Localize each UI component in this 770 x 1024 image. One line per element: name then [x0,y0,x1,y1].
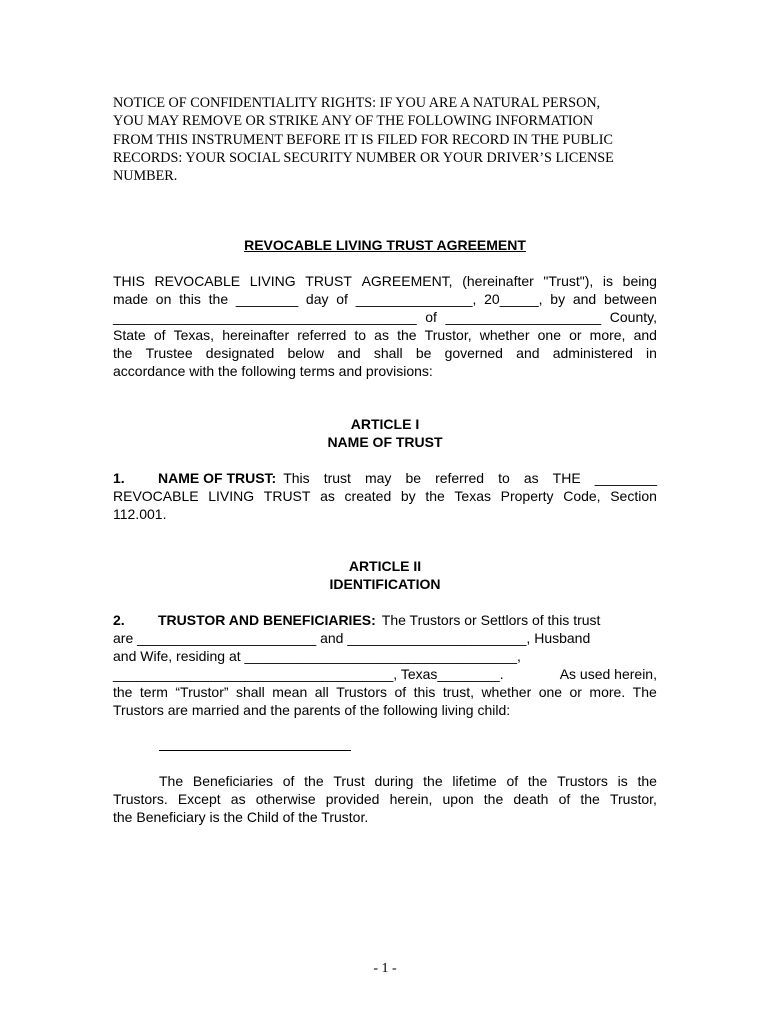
word: as [374,327,389,343]
section-2-line [113,701,657,719]
word: of [336,291,348,307]
word: of [558,791,571,807]
word: and [633,327,657,343]
beneficiaries-line [113,808,657,826]
word: The [632,684,657,700]
word: LIVING [208,488,255,504]
word: herein, [389,791,433,807]
word: the [637,773,657,789]
word: more, [589,327,626,343]
word: AGREEMENT, [361,273,453,289]
word: day [305,291,329,307]
word: Trustors [336,684,388,700]
section-2-line [113,683,657,701]
word: _______________________________________ [113,309,417,325]
section-1-number: 1. [113,470,125,486]
section-2-line [113,665,657,683]
document-title: REVOCABLE LIVING TRUST AGREEMENT [244,237,526,253]
word: one [537,327,561,343]
word: REVOCABLE [154,273,241,289]
word: trust, [442,684,474,700]
word: during [374,773,414,789]
intro-line [113,344,657,362]
word: State [113,327,146,343]
word: is [617,773,628,789]
word: (hereinafter [462,273,534,289]
word: as [523,470,539,486]
word: be [405,470,422,486]
intro-paragraph [113,272,657,380]
word: Trust [333,773,365,789]
word: death [513,791,549,807]
word: referred [435,470,485,486]
word: to [354,327,367,343]
section-1-line [113,469,657,487]
word: _______________, [355,291,477,307]
word: Except [177,791,221,807]
article-1-subheading: NAME OF TRUST [327,434,443,450]
section-2-line-text: are _______________________ and _______________________, Husband [113,630,591,646]
article-2-subheading: IDENTIFICATION [329,576,441,592]
section-1-label: NAME OF TRUST: [158,470,277,486]
section-2-line-text: and Wife, residing at ___________________________________, [113,648,521,664]
word: ____________________ [445,309,602,325]
article-1-heading: ARTICLE I [350,416,420,432]
page-number: - 1 - [373,961,397,976]
word: County, [609,309,657,325]
word: Texas, [173,327,215,343]
notice-line: YOU MAY REMOVE OR STRIKE ANY OF THE FOLLOWING INFORMATION [113,113,594,130]
section-2-line [113,629,657,647]
word: being [622,273,657,289]
word: the [483,791,504,807]
word: of [394,684,407,700]
intro-line [113,308,657,326]
word: ________ [594,470,657,486]
intro-line [113,362,657,380]
word: is [602,273,614,289]
word: the [425,488,445,504]
word: on [155,291,172,307]
word: “Trustor” [175,684,229,700]
word: may [364,470,392,486]
word: as [320,488,335,504]
word: whether [479,327,530,343]
word: in [646,345,657,361]
section-2-label: TRUSTOR AND BENEFICIARIES: [158,612,376,628]
word: Trustee [145,345,193,361]
word: otherwise [255,791,316,807]
section-2-line-text: Trustors are married and the parents of the following living child: [113,702,511,718]
word: shall [235,684,265,700]
article-2-heading: ARTICLE II [348,558,422,574]
word: the [527,773,548,789]
word: upon [442,791,474,807]
word: Trustors. [113,791,168,807]
word: referred [297,327,347,343]
notice-line: RECORDS: YOUR SOCIAL SECURITY NUMBER OR YOUR DRIVER’S LICENSE [113,149,614,166]
section-1-line [113,505,657,523]
word: the [423,773,443,789]
word: TRUST [263,488,311,504]
word: term [139,684,168,700]
section-2-number: 2. [113,612,125,628]
beneficiaries-line [113,772,657,790]
word: or [569,327,582,343]
section-2-line-text: The Trustors or Settlors of this trust [381,612,601,628]
word: This [283,470,310,486]
beneficiaries-line-text: the Beneficiary is the Child of the Trustor. [113,809,369,825]
word: ________ [235,291,299,307]
word: to [498,470,510,486]
section-1-line [113,487,657,505]
word: THE [552,470,581,486]
notice-line: FROM THIS INSTRUMENT BEFORE IT IS FILED FOR RECORD IN THE PUBLIC [113,131,613,148]
notice-line: NOTICE OF CONFIDENTIALITY RIGHTS: IF YOU ARE A NATURAL PERSON, [113,95,601,111]
beneficiaries-paragraph [113,772,657,826]
word: The [159,773,184,789]
word: the [208,291,229,307]
beneficiaries-line [113,790,657,808]
section-1-line-text: 112.001. [113,506,167,522]
word: all [314,684,329,700]
word: the [113,345,133,361]
intro-line [113,326,657,344]
word: shall [373,345,403,361]
word: Trustors [557,773,608,789]
word: lifetime [452,773,497,789]
word: TRUST [305,273,352,289]
notice-line: NUMBER. [113,168,178,185]
word: Trustor, [424,327,472,343]
word: Property [500,488,554,504]
word: As used herein, [559,666,657,682]
word: governed [444,345,503,361]
word: the [397,327,417,343]
word: below [287,345,325,361]
word: hereinafter [222,327,290,343]
word: THIS [113,273,145,289]
word: administered [552,345,633,361]
word: the [304,773,324,789]
word: 20_____, [484,291,543,307]
word: of [282,773,295,789]
word: one [538,684,563,700]
word: of [153,327,166,343]
word: of [506,773,519,789]
word: this [179,291,201,307]
word: Beneficiaries [192,773,274,789]
section-1-paragraph [113,469,657,523]
intro-line [113,290,657,308]
word: by [400,488,416,504]
word: whether [481,684,532,700]
word: be [415,345,432,361]
section-2-line [113,611,657,629]
word: Code, [563,488,601,504]
word: or [569,684,582,700]
word: and [516,345,540,361]
word: as [230,791,246,807]
word: trust [323,470,351,486]
section-2-line [113,647,657,665]
word: created [344,488,392,504]
section-2-paragraph [113,611,657,719]
word: made [113,291,149,307]
word: and [572,291,597,307]
word: Trustor, [609,791,657,807]
intro-line-text: accordance with the following terms and provisions: [113,363,433,379]
word: LIVING [249,273,296,289]
confidentiality-notice [113,94,653,185]
word: the [580,791,600,807]
word: ____________________________________, Texas________. [113,666,504,682]
section-1-line-rest [283,469,657,487]
word: Texas [454,488,491,504]
word: between [603,291,657,307]
word: mean [272,684,308,700]
word: by [550,291,566,307]
intro-line [113,272,657,290]
word: designated [205,345,275,361]
word: the [113,684,133,700]
word: more. [589,684,626,700]
child-name-blank [159,750,351,751]
word: and [337,345,361,361]
word: this [413,684,436,700]
word: provided [325,791,380,807]
word: Section [610,488,657,504]
word: REVOCABLE [113,488,199,504]
word: "Trust"), [543,273,594,289]
word: of [425,309,437,325]
